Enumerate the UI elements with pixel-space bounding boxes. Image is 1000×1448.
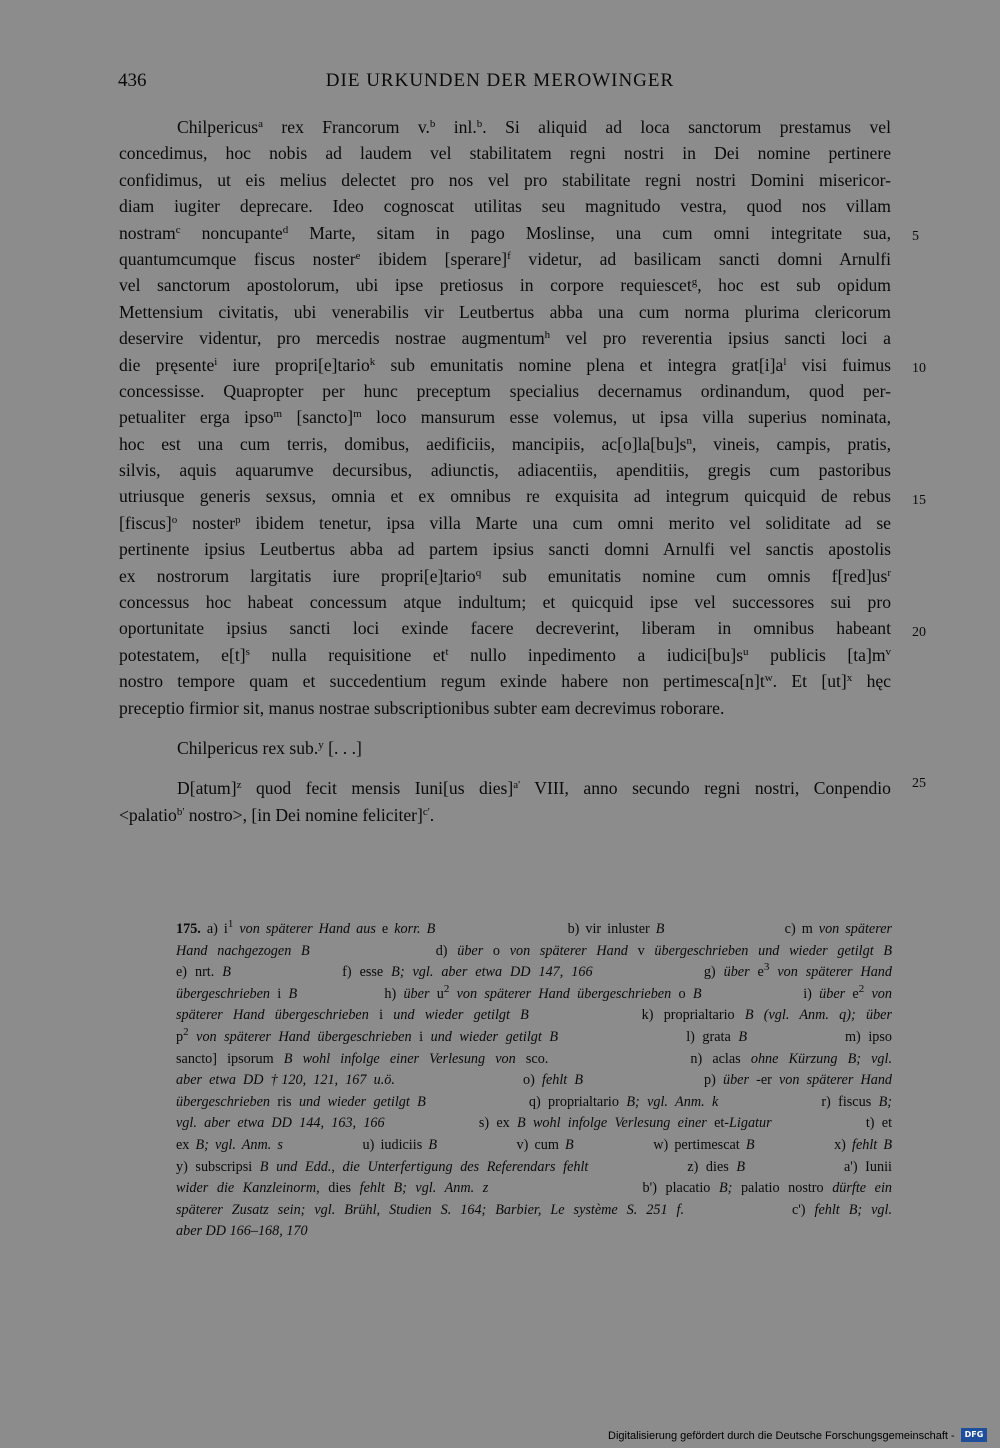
text-line: hoc est una cum terris, domibus, aedificiis, mancipiis, $ac[o]la[bu]s^n$, vineis, campis, pratis, — [119, 433, 891, 454]
text-line: utriusque generis sexsus, omnia et ex omnibus re exquisita ad integrum quicquid de rebus — [119, 486, 891, 507]
text-line: petualiter erga ipso$^m$ [sancto]$^m$ loco mansurum esse volemus, ut ipsa villa superius nominata, — [119, 407, 891, 428]
footnote-line: sancto] ipsorum B wohl infolge einer Verlesung von sco. n) aclas ohne Kürzung B; vgl. — [176, 1050, 892, 1067]
text-line: deservire videntur, pro mercedis nostrae augmentum$^h$ vel pro reverentia ipsius sancti loci a — [119, 328, 891, 349]
page-number: 436 — [118, 70, 147, 91]
running-title: DIE URKUNDEN DER MEROWINGER — [325, 70, 675, 91]
dating-line: D[atum]$^z$ quod fecit mensis Iuni[us dies]$^{a'}$ VIII, anno secundo regni nostri, Conpendio — [177, 778, 891, 799]
dfg-logo: DFG — [961, 1428, 987, 1442]
dating-line: <palatio$^{b'}$ nostro>, [in Dei nomine feliciter]$^{c'}$. — [119, 804, 435, 825]
footer-credit: Digitalisierung gefördert durch die Deutsche Forschungsgemeinschaft - — [608, 1430, 955, 1442]
footnote-line: übergeschrieben i B h) über $u^2$ von späterer Hand übergeschrieben o B i) über $e^2$ von — [176, 983, 892, 1002]
footnotes — [176, 919, 892, 1243]
text-line: nostro tempore quam et succedentium regum exinde habere non $pertimesca[n]t^w$. Et [ut]$^x$ hęc — [119, 671, 891, 692]
text-line: silvis, aquis aquarumve decursibus, adiunctis, adiacentiis, apenditiis, gregis cum pastoribus — [119, 460, 891, 481]
text-line: Chilpericus$^a$ rex Francorum v.$^b$ inl.$^b$. Si aliquid ad loca sanctorum prestamus vel — [177, 117, 891, 137]
footnote-line: e) nrt. B f) esse B; vgl. aber etwa DD 147, 166 g) über $e^3$ von späterer Hand — [176, 962, 892, 981]
text-line: pertinente ipsius Leutbertus abba ad partem ipsius sancti domni Arnulfi vel sanctis apostolis — [119, 539, 891, 560]
footnote-line: vgl. aber etwa DD 144, 163, 166 s) ex B wohl infolge Verlesung einer et-Ligatur t) et — [176, 1115, 892, 1132]
text-line: Mettensium civitatis, ubi venerabilis vir Leutbertus abba una cum norma plurima clericorum — [119, 301, 891, 322]
footnote-line: ex B; vgl. Anm. s u) iudiciis B v) cum B w) pertimescat B x) fehlt B — [176, 1136, 892, 1153]
line-number-10: 10 — [912, 361, 926, 376]
line-number-25: 25 — [912, 776, 926, 791]
line-number-5: 5 — [912, 229, 919, 244]
text-line: vel sanctorum apostolorum, ubi ipse pretiosus in corpore requiescet$^g$, hoc est sub opidum — [119, 275, 891, 296]
text-line: nostram$^c$ noncupante$^d$ Marte, sitam in pago Moslinse, una cum omni integritate sua, — [119, 222, 891, 243]
text-line: potestatem, $e[t]^s$ nulla requisitione $et^t$ nullo inpedimento a $iudici[bu]s^u$ publicis $[ta]m^v$ — [119, 644, 891, 665]
text-line: ex nostrorum largitatis iure propri[e]tario$^q$ sub emunitatis nomine cum omnis $f[red]us^r$ — [119, 565, 891, 586]
footnote-line: aber etwa DD †120, 121, 167 u.ö. o) fehlt B p) über -er von späterer Hand — [176, 1072, 892, 1089]
footnote-line: späterer Hand übergeschrieben i und wieder getilgt B k) proprialtario B (vgl. Anm. q); über — [176, 1007, 892, 1024]
text-line: diam iugiter deprecare. Ideo cognoscat utilitas seu magnitudo vestra, quod nos villam — [119, 196, 891, 217]
footnote-line: aber DD 166–168, 170 — [176, 1223, 308, 1240]
footnote-line: $p^2$ von späterer Hand übergeschrieben i und wieder getilgt B l) grata B m) ipso — [176, 1026, 892, 1045]
footnote-line: Hand nachgezogen B d) über o von späterer Hand v übergeschrieben und wieder getilgt B — [176, 942, 892, 959]
main-text — [119, 114, 891, 828]
text-line: [fiscus]$^o$ noster$^p$ ibidem tenetur, ipsa villa Marte una cum omni merito vel soliditate ad se — [119, 512, 891, 533]
footnote-line: wider die Kanzleinorm, dies fehlt B; vgl. Anm. z b') placatio B; palatio nostro dürfte ein — [176, 1180, 892, 1197]
text-line: confidimus, ut eis melius delectet pro nos vel pro stabilitate regni nostri Domini misericor- — [119, 169, 891, 190]
footnote-line: y) subscripsi B und Edd., die Unterfertigung des Referendars fehlt z) dies B a') Iunii — [176, 1158, 892, 1175]
text-line: concessisse. Quapropter per hunc preceptum specialius decernamus ordinandum, quod per- — [119, 380, 891, 401]
line-number-20: 20 — [912, 625, 926, 640]
text-line: die pręsente$^i$ iure propri[e]tario$^k$ sub emunitatis nomine plena et integra $grat[i]a^l$ visi fuimus — [119, 354, 891, 375]
text-line: quantumcumque fiscus noster$^e$ ibidem [sperare]$^f$ videtur, ad basilicam sancti domni Arnulfi — [119, 248, 891, 269]
text-line: preceptio firmior sit, manus nostrae subscriptionibus subter eam decrevimus roborare. — [119, 697, 725, 718]
text-line: concedimus, hoc nobis ad laudem vel stabilitatem regni nostri in Dei nomine pertinere — [119, 143, 891, 164]
text-line: oportunitate ipsius sancti loci exinde facere decreverint, liberam in omnibus habeant — [119, 618, 891, 639]
line-number-15: 15 — [912, 493, 926, 508]
footnote-line: übergeschrieben ris und wieder getilgt B q) proprialtario B; vgl. Anm. k r) fiscus B; — [176, 1093, 892, 1110]
subscription-line: Chilpericus rex sub.$^y$ [. . .] — [177, 737, 362, 758]
text-line: concessus hoc habeat concessum atque indultum; et quicquid ipse vel successores sui pro — [119, 592, 891, 613]
footnote-line: späterer Zusatz sein; vgl. Brühl, Studien S. 164; Barbier, Le système S. 251 f. c') fehlt B; vgl. — [176, 1201, 892, 1218]
footnote-line: 175. a) $i^1$ von späterer Hand aus e korr. B b) vir inluster B c) m von späterer — [176, 919, 892, 937]
